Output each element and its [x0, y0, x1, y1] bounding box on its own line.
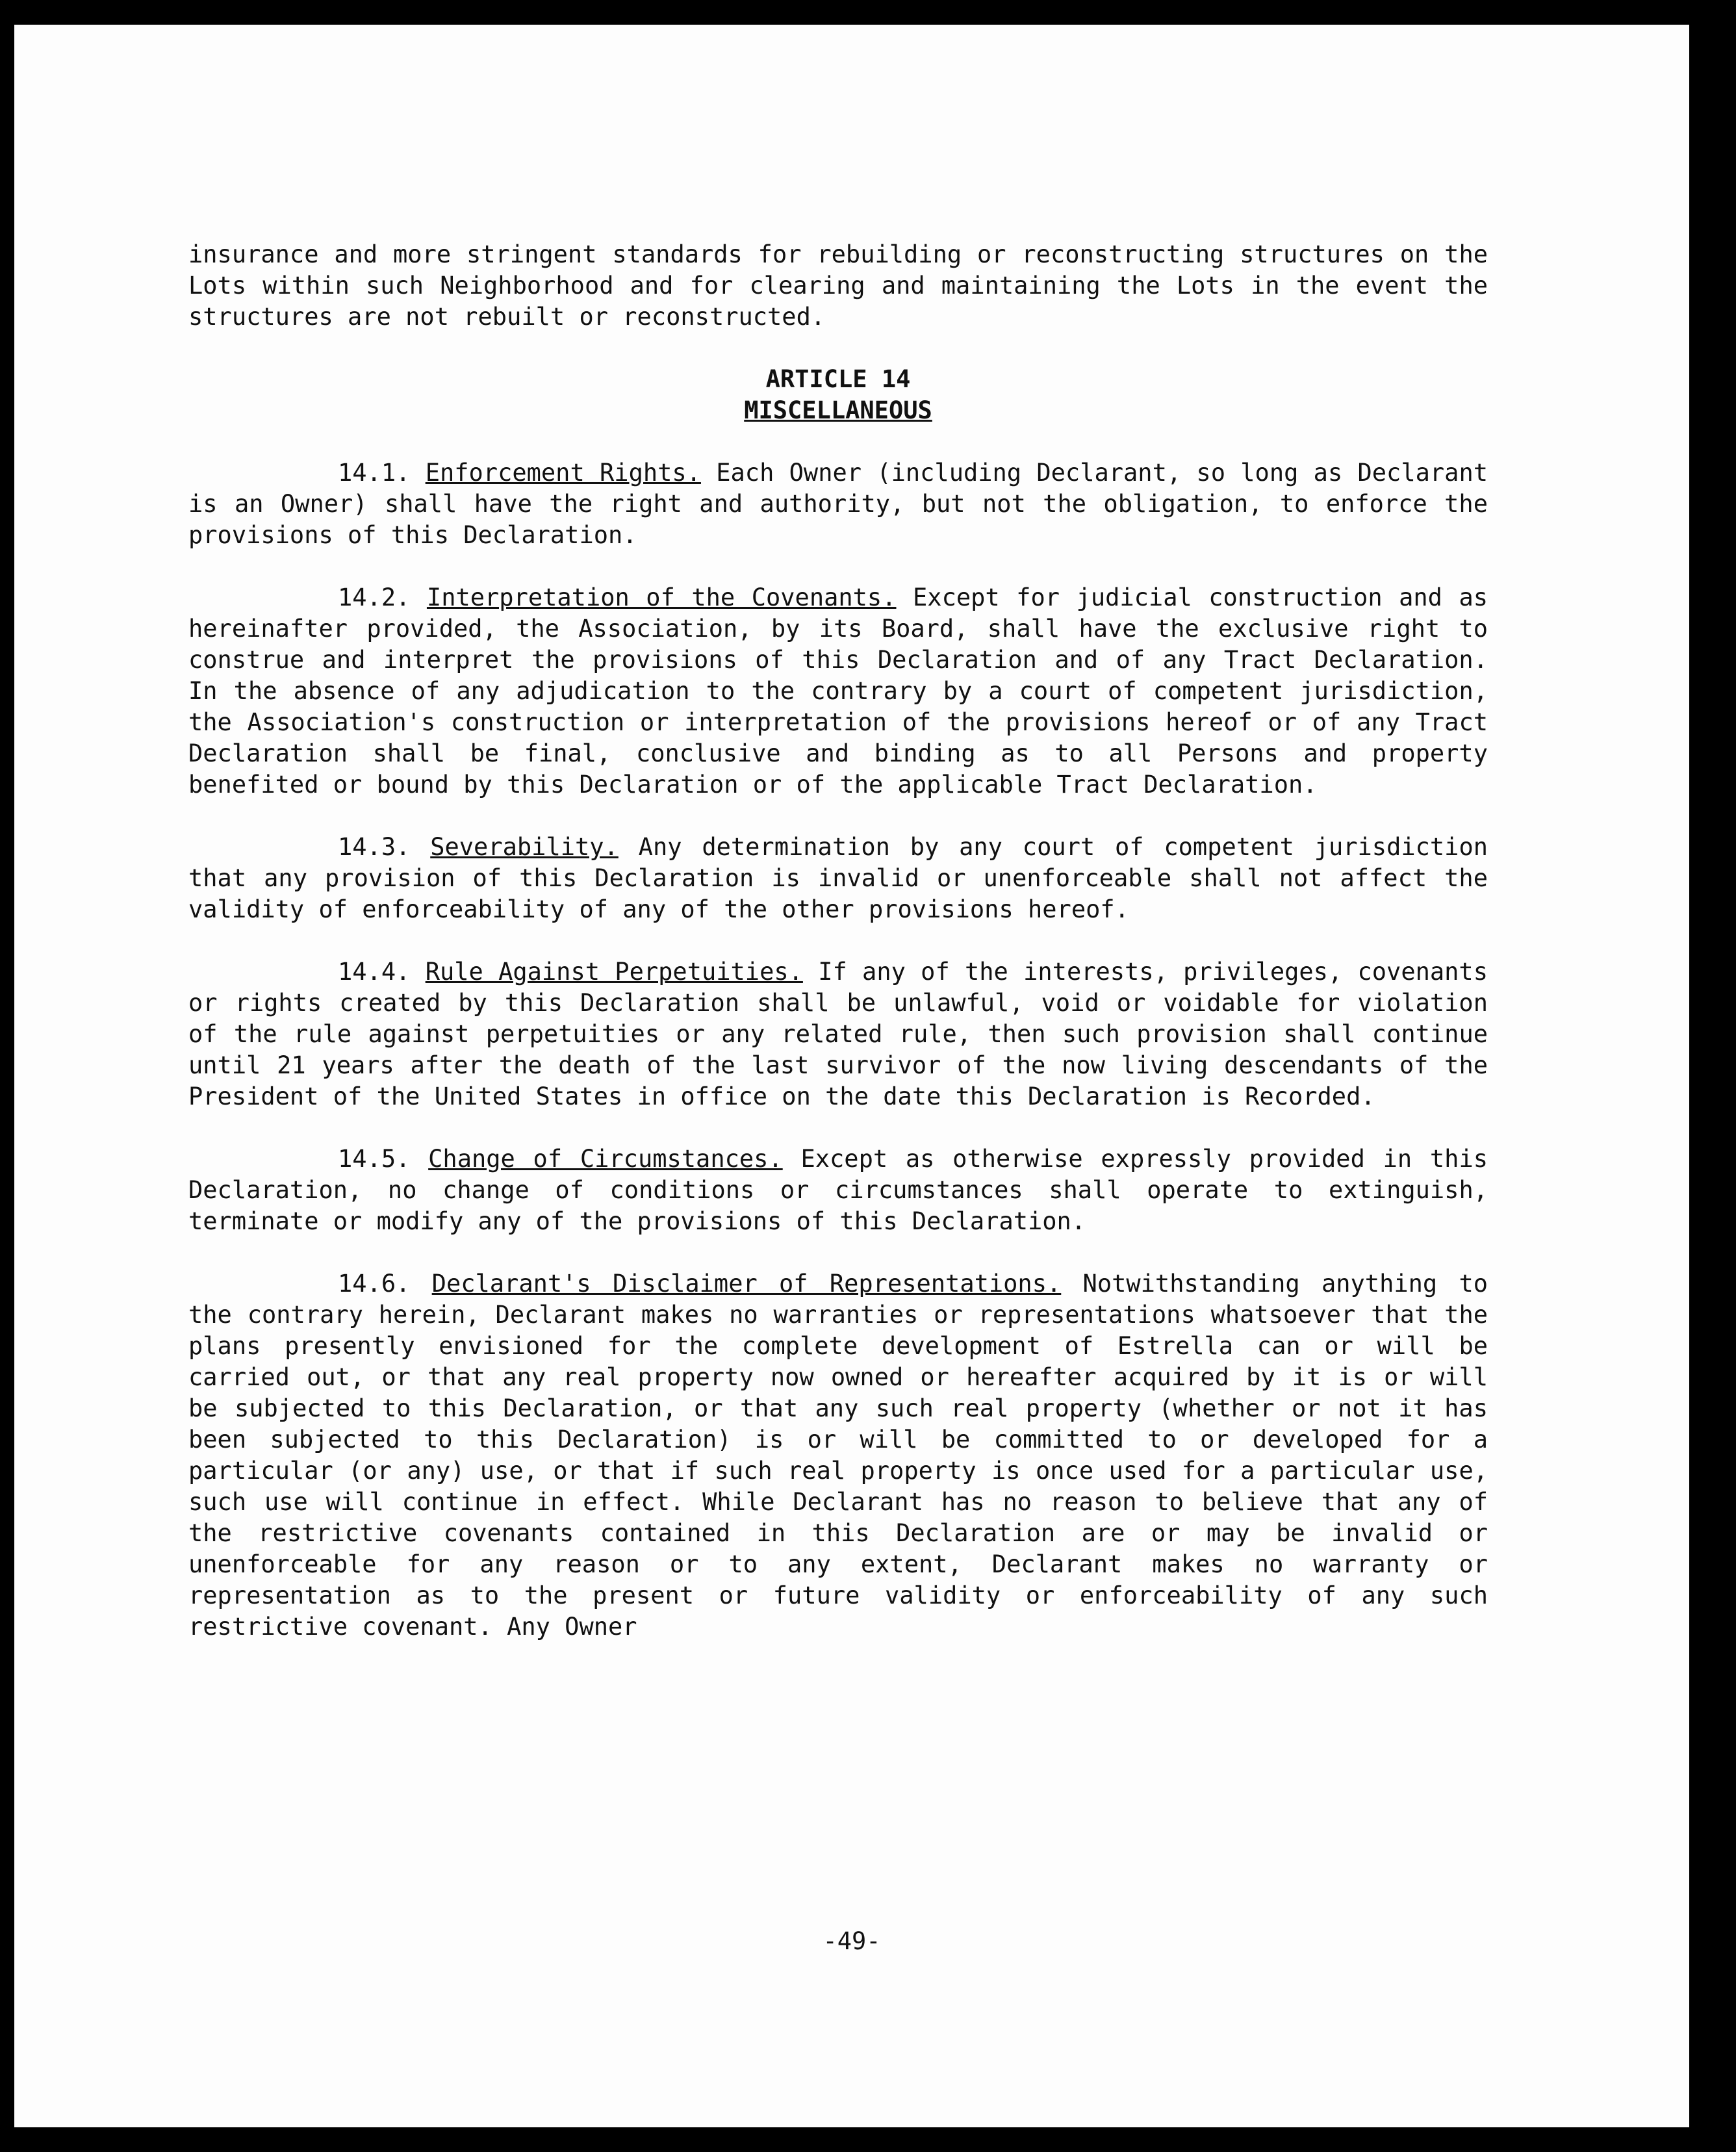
document-page	[14, 25, 1689, 2127]
section-title: Interpretation of the Covenants.	[426, 583, 897, 611]
article-title: MISCELLANEOUS	[744, 396, 932, 424]
section-text: Any determination by any court of competent jurisdiction that any provision of this Declaration is invalid or unenforceable shall not affect the validity of enforceability of any of the other provisions hereof.	[188, 833, 1488, 923]
section-title: Enforcement Rights.	[425, 459, 701, 487]
section-title: Change of Circumstances.	[428, 1145, 783, 1173]
section-14-2	[188, 582, 1488, 801]
article-heading	[188, 364, 1488, 426]
section-number: 14.2.	[338, 583, 411, 611]
section-number: 14.5.	[338, 1145, 411, 1173]
section-text: If any of the interests, privileges, covenants or rights created by this Declaration shall be unlawful, void or voidable for violation of the rule against perpetuities or any related rule, then such provision shall continue until 21 years after the death of the last survivor of the now living descendants of the President of the United States in office on the date this Declaration is Recorded.	[188, 958, 1488, 1110]
section-number: 14.1.	[338, 459, 411, 487]
section-14-3	[188, 832, 1488, 925]
section-text: Each Owner (including Declarant, so long as Declarant is an Owner) shall have the right and authority, but not the obligation, to enforce the provisions of this Declaration.	[188, 459, 1488, 549]
page-number: -49-	[823, 1927, 881, 1955]
section-text: Except as otherwise expressly provided in this Declaration, no change of conditions or circumstances shall operate to extinguish, terminate or modify any of the provisions of this Declaration.	[188, 1145, 1488, 1235]
section-title: Severability.	[430, 833, 619, 861]
intro-paragraph: insurance and more stringent standards for rebuilding or reconstructing structures on the Lots within such Neighborhood and for clearing and maintaining the Lots in the event the structures are not rebuilt or reconstructed.	[188, 240, 1488, 331]
section-number: 14.4.	[338, 958, 411, 986]
section-text: Notwithstanding anything to the contrary herein, Declarant makes no warranties or representations whatsoever that the plans presently envisioned for the complete development of Estrella can or will be carried out, or that any real property now owned or hereafter acquired by it is or will be subjected to this Declaration, or that any such real property (whether or not it has been subjected to this Declaration) is or will be committed to or developed for a particular (or any) use, or that if such real property is once used for a particular use, such use will continue in effect. While Declarant has no reason to believe that any of the restrictive covenants contained in this Declaration are or may be invalid or unenforceable for any reason or to any extent, Declarant makes no warranty or representation as to the present or future validity or enforceability of any such restrictive covenant. Any Owner	[188, 1270, 1488, 1641]
section-text: Except for judicial construction and as hereinafter provided, the Association, by its Board, shall have the exclusive right to construe and interpret the provisions of this Declaration and of any Tract Declaration. In the absence of any adjudication to the contrary by a court of competent jurisdiction, the Association's construction or interpretation of the provisions hereof or of any Tract Declaration shall be final, conclusive and binding as to all Persons and property benefited or bound by this Declaration or of the applicable Tract Declaration.	[188, 583, 1488, 799]
section-14-4	[188, 956, 1488, 1112]
section-title: Declarant's Disclaimer of Representations.	[431, 1270, 1062, 1298]
faint-stamp	[520, 71, 715, 110]
section-title: Rule Against Perpetuities.	[425, 958, 803, 986]
section-14-6	[188, 1268, 1488, 1643]
article-number: ARTICLE 14	[765, 365, 911, 393]
section-14-1	[188, 457, 1488, 551]
section-number: 14.3.	[338, 833, 411, 861]
section-14-5	[188, 1144, 1488, 1237]
section-number: 14.6.	[338, 1270, 411, 1298]
document-body	[188, 239, 1488, 1674]
